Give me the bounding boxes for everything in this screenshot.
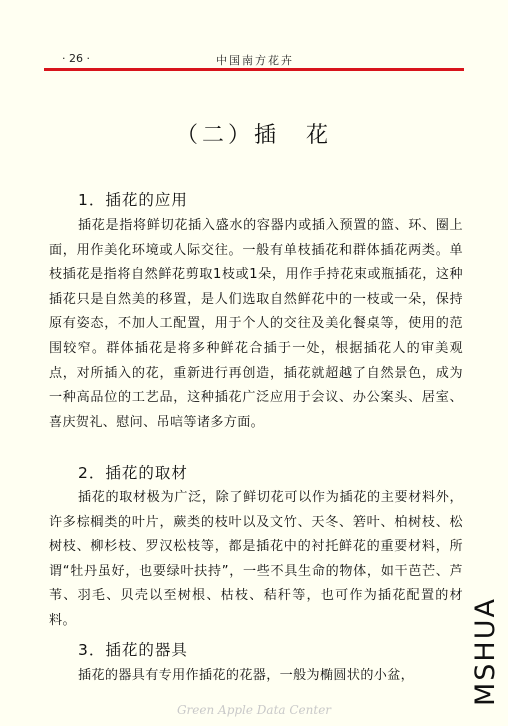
section-text-2: 插花的取材极为广泛，除了鲜切花可以作为插花的主要材料外，许多棕榈类的叶片，蕨类的枝叶以及文竹、天冬、箬叶、柏树枝、松树枝、柳杉枝、罗汉松枝等，都是插花中的衬托鲜花的重要材料，所谓“牡丹虽好，也要绿叶扶持”，一些不具生命的物体，如干芭芒、芦苇、羽毛、贝壳以至树根、枯枝、秸秆等，也可作为插花配置的材料。 bbox=[49, 490, 463, 628]
page-header bbox=[44, 52, 464, 68]
section-heading-1: 1．插花的应用 bbox=[78, 191, 188, 209]
section-text-1: 插花是指将鲜切花插入盛水的容器内或插入预置的篮、环、圈上面，用作美化环境或人际交往。一般有单枝插花和群体插花两类。单枝插花是指将自然鲜花剪取1枝或1朵，用作手持花束或瓶插花，这种插花只是自然美的移置，是人们选取自然鲜花中的一枝或一朵，保持原有姿态，不加人工配置，用于个人的交往及美化餐桌等，使用的范围较窄。群体插花是将多种鲜花合插于一处，根据插花人的审美观点，对所插入的花，重新进行再创造，插花就超越了自然景色，成为一种高品位的工艺品，这种插花广泛应用于会议、办公案头、居室、喜庆贺礼、慰问、吊唁等诸多方面。 bbox=[49, 218, 463, 430]
watermark-side: MSHUA bbox=[470, 597, 501, 706]
page-number: · 26 · bbox=[62, 52, 90, 65]
section-heading-3: 3．插花的器具 bbox=[78, 641, 188, 659]
running-title: 中国南方花卉 bbox=[216, 54, 294, 67]
watermark-footer: Green Apple Data Center bbox=[176, 703, 332, 717]
section-heading-2: 2．插花的取材 bbox=[78, 464, 188, 482]
section-text-3: 插花的器具有专用作插花的花器，一般为椭圆状的小盆， bbox=[78, 668, 415, 683]
header-rule bbox=[44, 68, 464, 71]
chapter-title: （二）插 花 bbox=[175, 123, 332, 148]
